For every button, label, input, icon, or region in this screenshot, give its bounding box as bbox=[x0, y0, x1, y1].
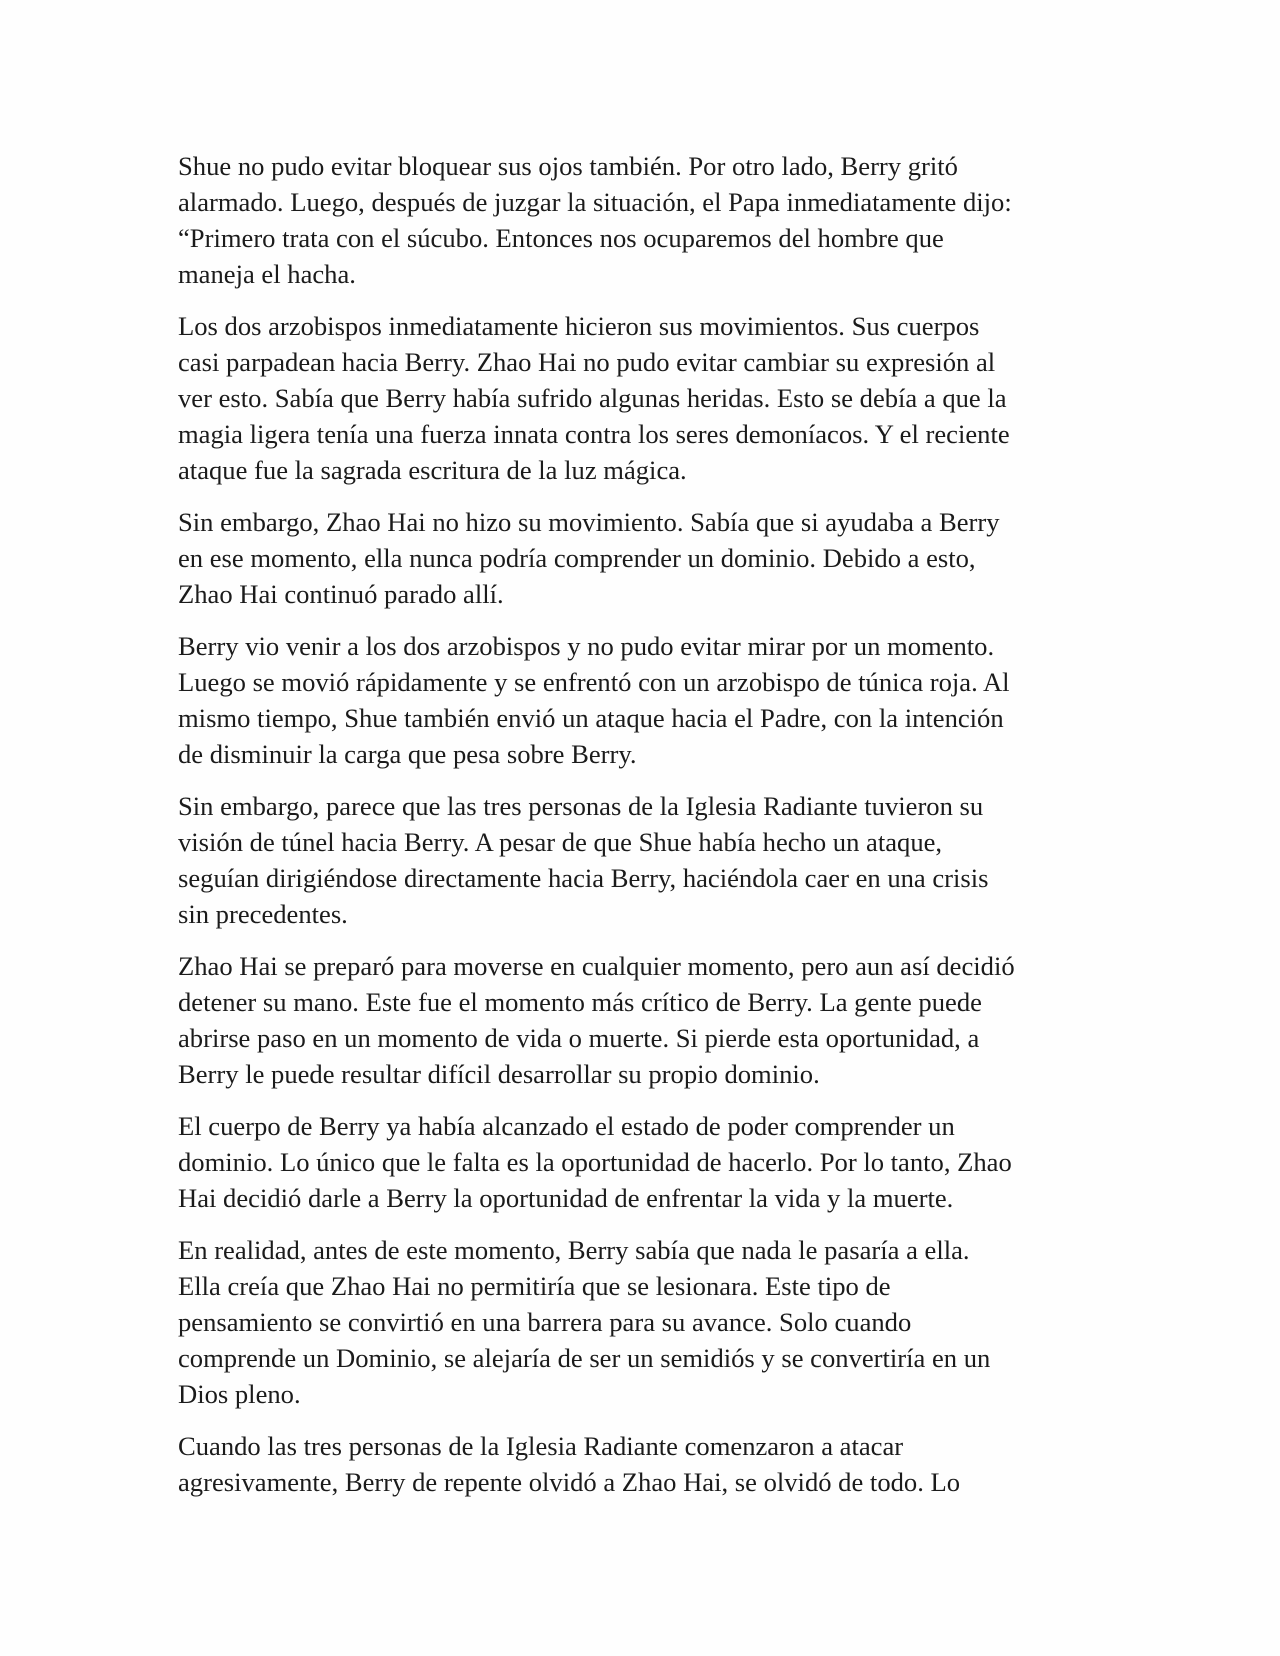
text-line: en ese momento, ella nunca podría comprender un dominio. Debido a esto, bbox=[178, 543, 976, 573]
paragraph bbox=[178, 948, 1108, 1092]
paragraph bbox=[178, 1108, 1108, 1216]
text-line: Sin embargo, parece que las tres personas de la Iglesia Radiante tuvieron su bbox=[178, 791, 984, 821]
paragraph bbox=[178, 504, 1108, 612]
text-line: magia ligera tenía una fuerza innata contra los seres demoníacos. Y el reciente bbox=[178, 419, 1010, 449]
paragraph bbox=[178, 148, 1108, 292]
text-line: comprende un Dominio, se alejaría de ser un semidiós y se convertiría en un bbox=[178, 1343, 991, 1373]
text-line: alarmado. Luego, después de juzgar la situación, el Papa inmediatamente dijo: bbox=[178, 187, 1012, 217]
text-line: casi parpadean hacia Berry. Zhao Hai no pudo evitar cambiar su expresión al bbox=[178, 347, 996, 377]
text-line: maneja el hacha. bbox=[178, 259, 356, 289]
text-line: Ella creía que Zhao Hai no permitiría que se lesionara. Este tipo de bbox=[178, 1271, 891, 1301]
text-line: El cuerpo de Berry ya había alcanzado el estado de poder comprender un bbox=[178, 1111, 955, 1141]
text-line: Dios pleno. bbox=[178, 1379, 301, 1409]
text-line: pensamiento se convirtió en una barrera para su avance. Solo cuando bbox=[178, 1307, 912, 1337]
paragraph bbox=[178, 1428, 1108, 1500]
text-line: de disminuir la carga que pesa sobre Berry. bbox=[178, 739, 637, 769]
paragraph bbox=[178, 308, 1108, 488]
document-body bbox=[178, 148, 1108, 1516]
text-line: Zhao Hai continuó parado allí. bbox=[178, 579, 504, 609]
text-line: Sin embargo, Zhao Hai no hizo su movimiento. Sabía que si ayudaba a Berry bbox=[178, 507, 1000, 537]
text-line: “Primero trata con el súcubo. Entonces nos ocuparemos del hombre que bbox=[178, 223, 944, 253]
text-line: Zhao Hai se preparó para moverse en cualquier momento, pero aun así decidió bbox=[178, 951, 1015, 981]
text-line: agresivamente, Berry de repente olvidó a Zhao Hai, se olvidó de todo. Lo bbox=[178, 1467, 961, 1497]
text-line: visión de túnel hacia Berry. A pesar de que Shue había hecho un ataque, bbox=[178, 827, 943, 857]
text-line: Los dos arzobispos inmediatamente hicieron sus movimientos. Sus cuerpos bbox=[178, 311, 980, 341]
text-line: Berry le puede resultar difícil desarrollar su propio dominio. bbox=[178, 1059, 820, 1089]
text-line: abrirse paso en un momento de vida o muerte. Si pierde esta oportunidad, a bbox=[178, 1023, 980, 1053]
text-line: ataque fue la sagrada escritura de la luz mágica. bbox=[178, 455, 687, 485]
text-line: Berry vio venir a los dos arzobispos y no pudo evitar mirar por un momento. bbox=[178, 631, 995, 661]
paragraph bbox=[178, 628, 1108, 772]
text-line: dominio. Lo único que le falta es la oportunidad de hacerlo. Por lo tanto, Zhao bbox=[178, 1147, 1012, 1177]
text-line: detener su mano. Este fue el momento más crítico de Berry. La gente puede bbox=[178, 987, 982, 1017]
text-line: mismo tiempo, Shue también envió un ataque hacia el Padre, con la intención bbox=[178, 703, 1004, 733]
paragraph bbox=[178, 788, 1108, 932]
text-line: sin precedentes. bbox=[178, 899, 348, 929]
text-line: En realidad, antes de este momento, Berry sabía que nada le pasaría a ella. bbox=[178, 1235, 970, 1265]
text-line: Shue no pudo evitar bloquear sus ojos también. Por otro lado, Berry gritó bbox=[178, 151, 958, 181]
text-line: Hai decidió darle a Berry la oportunidad de enfrentar la vida y la muerte. bbox=[178, 1183, 954, 1213]
paragraph bbox=[178, 1232, 1108, 1412]
text-line: ver esto. Sabía que Berry había sufrido algunas heridas. Esto se debía a que la bbox=[178, 383, 1007, 413]
text-line: seguían dirigiéndose directamente hacia Berry, haciéndola caer en una crisis bbox=[178, 863, 989, 893]
text-line: Cuando las tres personas de la Iglesia Radiante comenzaron a atacar bbox=[178, 1431, 904, 1461]
text-line: Luego se movió rápidamente y se enfrentó con un arzobispo de túnica roja. Al bbox=[178, 667, 1010, 697]
